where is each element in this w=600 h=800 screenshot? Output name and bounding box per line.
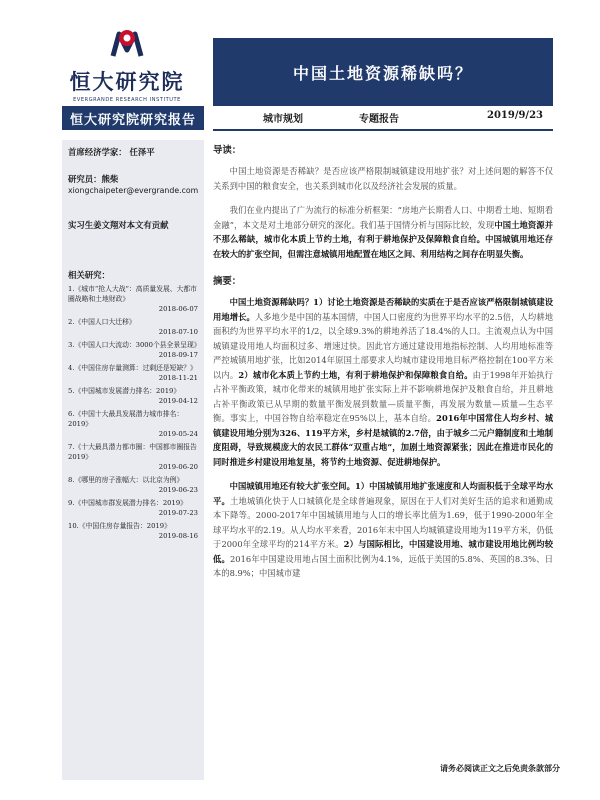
summary-paragraph-2 (213, 479, 553, 581)
report-type: 专题报告 (359, 114, 399, 125)
report-title: 中国土地资源稀缺吗？ (213, 38, 553, 106)
summary-p2-text-b: 土地城镇化快于人口城镇化是全球普遍现象，原因在于人们对美好生活的追求和通勤成本下降等。2000-2017年中国城镇用地与人口的增长率比值为1.69，低于1990-2000年全球平均水平的2.19。从人均水平来看，2016年末中国人均城镇建设用地为119平方米，仍低于2000年全球平均的214平方米。 (213, 495, 553, 549)
related-research-date: 2018-09-17 (158, 351, 198, 359)
related-research-item[interactable] (68, 386, 198, 406)
summary-p1-bold-e: 2016年中国常住人均乡村、城镇建设用地分别为326、119平方米，乡村是城镇的2.7倍，由于城乡二元户籍制度和土地制度阻碍，导致规模庞大的农民工群体“双重占地”，加剧土地资源紧张；因此在推进市民化的同时推进乡村建设用地复垦，将节约土地资源、促进耕地保护。 (213, 413, 553, 467)
summary-heading: 摘要： (213, 276, 242, 287)
related-research-date: 2019-05-24 (158, 430, 198, 438)
related-research-date: 2019-08-16 (158, 532, 198, 540)
header-divider (213, 129, 553, 131)
related-research-item[interactable] (68, 498, 198, 518)
related-research-title: 2.《中国人口大迁移》 (68, 318, 136, 326)
related-research-date: 2019-06-23 (158, 486, 198, 494)
intro-p2-bold: 中国土地资源并不那么稀缺，城市化本质上节约土地，有利于耕地保护及保障粮食自给。中国城镇用地还存在较大的扩张空间，但需注意城镇用地配置在地区之间、利用结构之间存在明显失衡。 (213, 219, 553, 259)
intro-paragraph-2 (213, 203, 553, 261)
main-content (213, 144, 553, 581)
logo-text-cn: 恒大研究院 (69, 70, 185, 94)
summary-paragraph-1 (213, 295, 553, 469)
related-research-item[interactable] (68, 340, 201, 360)
related-research-date: 2019-04-12 (158, 397, 198, 405)
related-research-list (68, 284, 201, 541)
chief-economist: 首席经济学家： 任泽平 (68, 147, 155, 157)
related-research-title: 7.《十大最具潜力都市圈：中国都市圈报告2019》 (68, 443, 197, 461)
related-research-title: 4.《中国住房存量测算：过剩还是短缺？》 (68, 364, 197, 372)
intro-p2-text: 我们在业内提出了广为流行的标准分析框架：“房地产长期看人口、中期看土地、短期看金融”，本文是对土地部分研究的深化。我们基于国情分析与国际比较，发现 (213, 205, 553, 230)
sidebar (62, 140, 204, 780)
related-research-item[interactable] (68, 521, 198, 541)
report-label: 恒大研究院研究报告 (62, 106, 204, 130)
report-date: 2019/9/23 (486, 110, 543, 121)
related-research-item[interactable] (68, 409, 198, 439)
intro-paragraph-1: 中国土地资源是否稀缺？是否应该严格限制城镇建设用地扩张？对上述问题的解答不仅关系到中国的粮食安全，也关系到城市化以及经济社会发展的质量。 (213, 166, 553, 191)
logo-text-en: EVERGRANDE RESEARCH INSTITUTE (73, 97, 181, 103)
summary-p1-text-d: 由于1998年开始执行占补平衡政策，城市化带来的城镇用地扩张实际上并不影响耕地保护及粮食自给，并且耕地占补平衡政策已从早期的数量平衡发展到数量—质量平衡，再发展为数量—质量—生态平衡。事实上，中国谷物自给率稳定在95%以上，基本自给。 (213, 369, 553, 423)
related-research-item[interactable] (68, 284, 198, 314)
related-research-item[interactable] (68, 442, 198, 472)
related-research-heading: 相关研究： (68, 270, 110, 280)
researcher-email[interactable]: xiongchaipeter@evergrande.com (68, 186, 199, 195)
summary-p2-bold-c: 2）与国际相比，中国建设用地、城市建设用地比例均较低。 (213, 539, 554, 564)
related-research-item[interactable] (68, 475, 198, 495)
related-research-title: 9.《中国城市群发展潜力排名：2019》 (68, 499, 187, 507)
related-research-date: 2019-07-23 (158, 509, 198, 517)
summary-p1-text-b: 人多地少是中国的基本国情，中国人口密度约为世界平均水平的2.5倍，人均耕地面积约为世界平均水平的1/2，以全球9.3%的耕地养活了18.4%的人口。主流观点认为中国城镇建设用地人均面积过多、增速过快。因此官方通过建设用地指标控制、人均用地标准等严控城镇用地扩张，比如2014年原国土部要求人均城市建设用地目标严格控制在100平方米以内。 (213, 311, 553, 380)
related-research-date: 2018-07-10 (158, 328, 198, 336)
summary-p2-text-d: 2016年中国建设用地占国土面积比例为4.1%，远低于美国的5.8%、英国的8.3%、日本的8.9%；中国城市建 (213, 553, 553, 578)
related-research-item[interactable] (68, 363, 198, 383)
related-research-date: 2019-06-20 (158, 463, 198, 471)
report-category: 城市规划 (263, 114, 303, 125)
evergrande-logo-icon (105, 26, 149, 64)
related-research-date: 2018-06-07 (158, 305, 198, 313)
researcher: 研究员：熊柴 (68, 174, 119, 184)
related-research-title: 10.《中国住房存量报告：2019》 (68, 522, 171, 530)
related-research-date: 2018-11-21 (158, 374, 198, 382)
intern-note: 实习生姜文翔对本文有贡献 (68, 220, 169, 230)
intro-heading: 导读： (213, 145, 242, 156)
summary-p1-bold-a: 中国土地资源稀缺吗？1）讨论土地资源是否稀缺的实质在于是否应该严格限制城镇建设用地增长。 (213, 297, 553, 322)
related-research-title: 3.《中国人口大流动：3000个县全景呈现》 (68, 341, 201, 349)
related-research-item[interactable] (68, 317, 198, 337)
summary-p1-bold-c: 2）城市化本质上节约土地，有利于耕地保护和保障粮食自给。 (238, 369, 473, 380)
summary-p2-bold-a: 中国城镇用地还有较大扩张空间。1）中国城镇用地扩张速度和人均面积低于全球平均水平。 (213, 481, 553, 506)
report-meta (213, 108, 553, 128)
related-research-title: 1.《城市“抢人大战”：高质量发展、大都市圈战略和土地财政》 (68, 285, 197, 303)
logo (62, 26, 192, 106)
related-research-title: 8.《哪里的房子涨幅大：以北京为例》 (68, 476, 184, 484)
related-research-title: 5.《中国城市发展潜力排名：2019》 (68, 387, 181, 395)
footer-disclaimer: 请务必阅读正文之后免责条款部分 (440, 763, 560, 773)
related-research-title: 6.《中国十大最具发展潜力城市排名：2019》 (68, 410, 184, 428)
